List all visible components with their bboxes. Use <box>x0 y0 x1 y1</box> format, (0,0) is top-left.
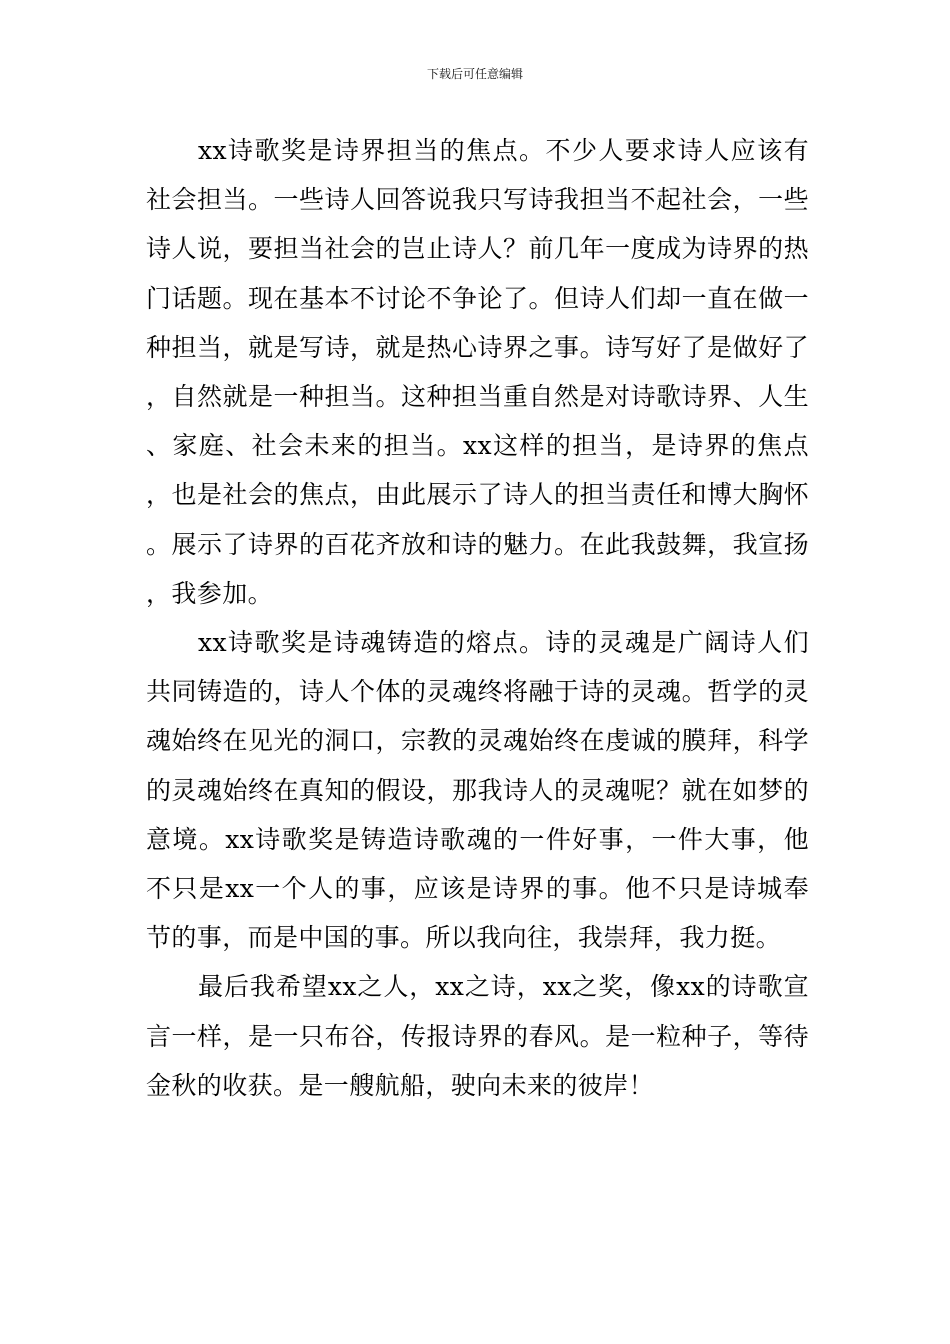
paragraph-2: xx诗歌奖是诗魂铸造的熔点。诗的灵魂是广阔诗人们共同铸造的，诗人个体的灵魂终将融于诗的灵魂。哲学的灵魂始终在见光的洞口，宗教的灵魂始终在虔诚的膜拜，科学的灵魂始终在真知的假设，那我诗人的灵魂呢？就在如梦的意境。xx诗歌奖是铸造诗歌魂的一件好事，一件大事，他不只是xx一个人的事，应该是诗界的事。他不只是诗城奉节的事，而是中国的事。所以我向往，我崇拜，我力挺。 <box>146 628 809 953</box>
paragraph-3: 最后我希望xx之人，xx之诗，xx之奖，像xx的诗歌宣言一样，是一只布谷，传报诗界的春风。是一粒种子，等待金秋的收获。是一艘航船，驶向未来的彼岸！ <box>146 972 809 1100</box>
header-note: 下载后可任意编辑 <box>426 67 523 81</box>
document-body <box>146 126 809 1110</box>
paragraph-1: xx诗歌奖是诗界担当的焦点。不少人要求诗人应该有社会担当。一些诗人回答说我只写诗我担当不起社会，一些诗人说，要担当社会的岂止诗人？前几年一度成为诗界的热门话题。现在基本不讨论不争论了。但诗人们却一直在做一种担当，就是写诗，就是热心诗界之事。诗写好了是做好了，自然就是一种担当。这种担当重自然是对诗歌诗界、人生、家庭、社会未来的担当。xx这样的担当，是诗界的焦点，也是社会的焦点，由此展示了诗人的担当责任和博大胸怀。展示了诗界的百花齐放和诗的魅力。在此我鼓舞，我宣扬，我参加。 <box>146 136 809 608</box>
